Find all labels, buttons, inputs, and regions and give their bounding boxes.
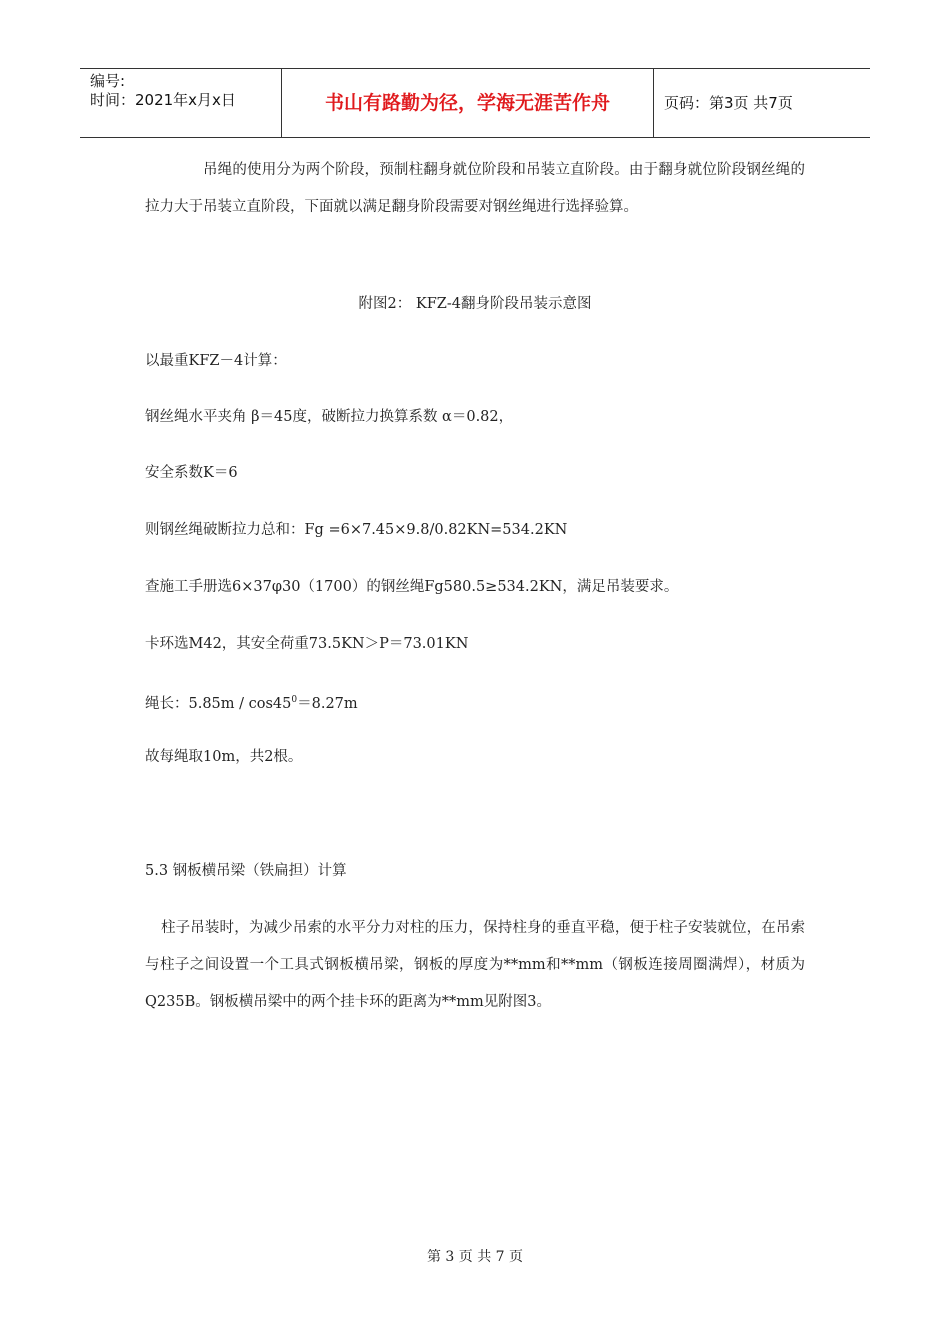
rope-length-degree: 0 [291, 695, 298, 705]
document-date-label: 时间：2021年x月x日 [90, 91, 236, 109]
header-motto: 书山有路勤为径，学海无涯苦作舟 [282, 69, 654, 137]
safety-factor-line: 安全系数K＝6 [145, 465, 238, 481]
header-meta-cell [80, 69, 282, 137]
rope-count-line: 故每绳取10m，共2根。 [145, 749, 303, 765]
body-paragraph-spreader-beam: 柱子吊装时，为减少吊索的水平分力对柱的压力，保持柱身的垂直平稳，便于柱子安装就位，在吊索与柱子之间设置一个工具式钢板横吊梁，钢板的厚度为**mm和**mm（钢板连接周圈满焊），材质为Q235B。钢板横吊梁中的两个挂卡环的距离为**mm见附图3。 [145, 920, 805, 1010]
figure-caption: 附图2： KFZ-4翻身阶段吊装示意图 [358, 296, 592, 312]
angle-coefficient-line: 钢丝绳水平夹角 β＝45度，破断拉力换算系数 α＝0.82， [145, 409, 514, 425]
document-number-label: 编号: [90, 72, 126, 90]
shackle-selection-line: 卡环选M42，其安全荷重73.5KN＞P＝73.01KN [145, 636, 469, 652]
rope-length-suffix: ＝8.27m [297, 695, 358, 712]
rope-length-prefix: 绳长：5.85m / cos45 [145, 695, 292, 712]
header-page-number: 页码：第3页 共7页 [664, 94, 793, 112]
page-footer: 第 3 页 共 7 页 [426, 1249, 524, 1265]
total-breaking-force-line: 则钢丝绳破断拉力总和：Fg =6×7.45×9.8/0.82KN=534.2KN [145, 522, 568, 538]
calc-basis-line: 以最重KFZ－4计算： [145, 353, 287, 369]
rope-length-line [145, 690, 358, 714]
page-header [80, 68, 870, 138]
rope-selection-line: 查施工手册选6×37φ30（1700）的钢丝绳Fg580.5≥534.2KN，满足吊装要求。 [145, 579, 679, 595]
body-paragraph-rope-usage: 吊绳的使用分为两个阶段，预制柱翻身就位阶段和吊装立直阶段。由于翻身就位阶段钢丝绳的拉力大于吊装立直阶段，下面就以满足翻身阶段需要对钢丝绳进行选择验算。 [145, 162, 805, 215]
section-title: 5.3 钢板横吊梁（铁扁担）计算 [145, 863, 347, 879]
